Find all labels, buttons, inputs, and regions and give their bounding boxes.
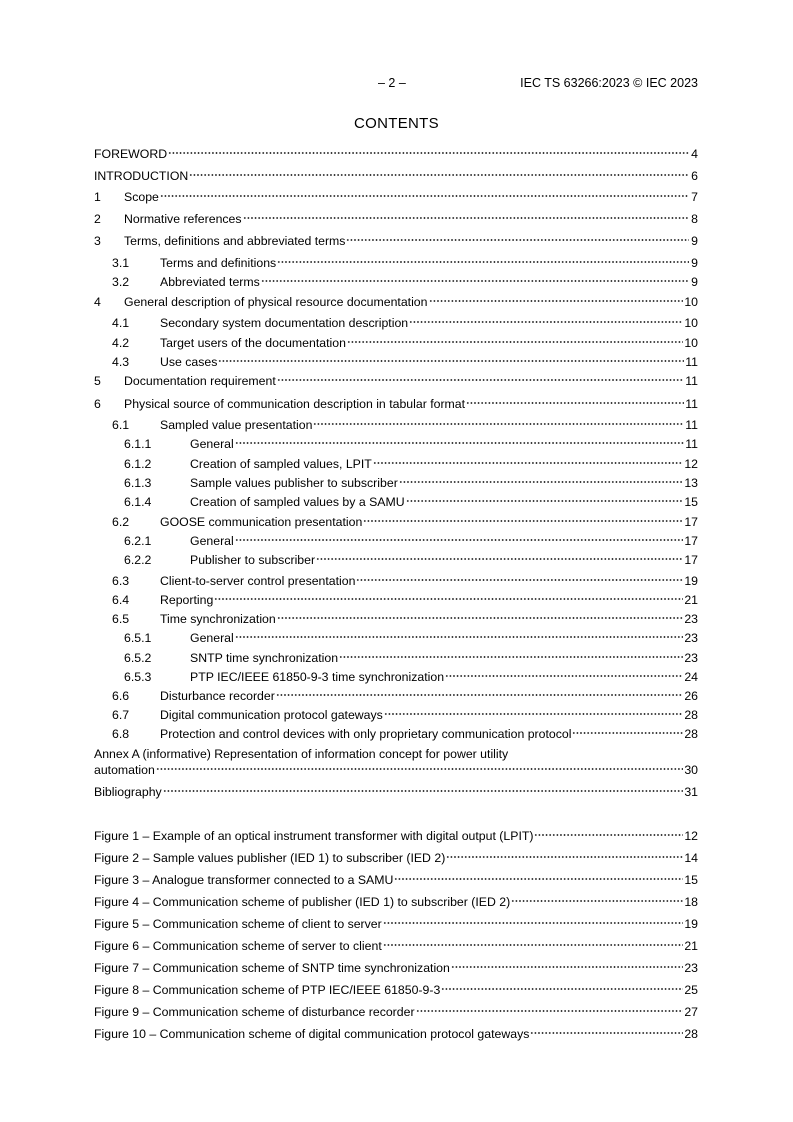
toc-entry[interactable] [94, 650, 698, 666]
toc-entry-text: Sampled value presentation [160, 418, 313, 432]
toc-entry[interactable] [94, 189, 698, 205]
toc-entry-text: Physical source of communication description in tabular format [124, 397, 466, 411]
toc-entry-text: Target users of the documentation [160, 336, 346, 350]
toc-entry-number: 6.5.1 [124, 631, 152, 645]
figure-entry-page: 25 [684, 983, 698, 997]
toc-entry-number: 6.5.2 [124, 651, 152, 665]
dot-leader [261, 279, 689, 283]
toc-entry[interactable] [94, 168, 698, 184]
page-title: CONTENTS [354, 115, 439, 132]
toc-entry-number: 6.1.4 [124, 495, 152, 509]
figure-entry[interactable] [94, 982, 698, 998]
dot-leader [346, 238, 689, 242]
toc-entry-text: Documentation requirement [124, 374, 276, 388]
figure-entry-text: Figure 8 – Communication scheme of PTP IEC/IEEE 61850-9-3 [94, 983, 441, 997]
toc-entry-number: 6.5 [112, 612, 130, 626]
dot-leader [406, 499, 684, 503]
figure-entry-page: 15 [684, 873, 698, 887]
dot-leader [394, 877, 683, 881]
toc-entry-text: Bibliography [94, 785, 162, 799]
dot-leader [277, 260, 689, 264]
dot-leader [316, 557, 683, 561]
page-number: – 2 – [378, 76, 406, 90]
dot-leader [235, 441, 684, 445]
toc-entry-number: 4.1 [112, 316, 130, 330]
figure-entry-text: Figure 3 – Analogue transformer connected to a SAMU [94, 873, 394, 887]
toc-entry[interactable] [94, 417, 698, 433]
dot-leader [572, 731, 683, 735]
toc-entry-text: automation [94, 763, 155, 777]
figure-entry[interactable] [94, 1026, 698, 1042]
toc-entry-number: 4.3 [112, 355, 130, 369]
toc-entry-text: Protection and control devices with only proprietary communication protocol [160, 727, 572, 741]
dot-leader [451, 965, 683, 969]
toc-entry-number: 6.2.2 [124, 553, 152, 567]
toc-entry-text: Terms, definitions and abbreviated terms [124, 234, 346, 248]
toc-entry[interactable] [94, 211, 698, 227]
toc-entry-number: 6.2.1 [124, 534, 152, 548]
toc-entry-page: 15 [684, 495, 698, 509]
dot-leader [160, 194, 689, 198]
toc-entry-page: 23 [684, 631, 698, 645]
document-reference: IEC TS 63266:2023 © IEC 2023 [520, 76, 698, 90]
toc-entry-number: 6.5.3 [124, 670, 152, 684]
toc-entry-text: Abbreviated terms [160, 275, 260, 289]
figure-entry[interactable] [94, 960, 698, 976]
toc-entry-page: 21 [684, 593, 698, 607]
toc-entry[interactable] [94, 396, 698, 412]
figure-entry-text: Figure 6 – Communication scheme of server to client [94, 939, 382, 953]
figure-entry-page: 21 [684, 939, 698, 953]
toc-entry-text: Sample values publisher to subscriber [190, 476, 398, 490]
figure-entry[interactable] [94, 872, 698, 888]
dot-leader [339, 655, 683, 659]
toc-entry-page: 13 [684, 476, 698, 490]
dot-leader [277, 616, 684, 620]
toc-entry-text: Digital communication protocol gateways [160, 708, 383, 722]
toc-entry[interactable] [94, 611, 698, 627]
toc-entry[interactable] [94, 315, 698, 331]
figure-entry-page: 28 [684, 1027, 698, 1041]
toc-entry-page: 7 [691, 190, 698, 204]
dot-leader [383, 921, 684, 925]
toc-entry[interactable] [94, 274, 698, 290]
toc-entry[interactable] [94, 592, 698, 608]
toc-entry-page: 17 [684, 534, 698, 548]
dot-leader [313, 422, 684, 426]
toc-entry-page: 26 [684, 689, 698, 703]
toc-entry[interactable] [94, 533, 698, 549]
dot-leader [218, 359, 684, 363]
figure-entry-page: 18 [684, 895, 698, 909]
toc-entry-number: 6.1.3 [124, 476, 152, 490]
toc-entry-text: SNTP time synchronization [190, 651, 339, 665]
toc-entry[interactable] [94, 573, 698, 589]
dot-leader [530, 1031, 683, 1035]
figure-entry-text: Figure 7 – Communication scheme of SNTP time synchronization [94, 961, 450, 975]
figure-entry-page: 23 [684, 961, 698, 975]
toc-entry-page: 10 [684, 316, 698, 330]
toc-entry-page: 19 [684, 574, 698, 588]
toc-entry-page: 31 [684, 785, 698, 799]
toc-entry-text: GOOSE communication presentation [160, 515, 363, 529]
dot-leader [384, 712, 683, 716]
figure-entry[interactable] [94, 1004, 698, 1020]
toc-entry-text: Reporting [160, 593, 214, 607]
toc-entry[interactable] [94, 707, 698, 723]
toc-entry-text: General [190, 631, 234, 645]
figure-entry-page: 19 [684, 917, 698, 931]
toc-entry-annex[interactable] [94, 762, 698, 778]
toc-entry-number: 6.8 [112, 727, 130, 741]
toc-entry[interactable] [94, 373, 698, 389]
toc-entry-page: 17 [684, 553, 698, 567]
toc-entry-number: 6.1 [112, 418, 130, 432]
figure-entry[interactable] [94, 828, 698, 844]
toc-entry-text: FOREWORD [94, 147, 168, 161]
figure-entry-page: 14 [684, 851, 698, 865]
toc-entry-number: 3 [94, 234, 101, 248]
toc-entry[interactable] [94, 669, 698, 685]
toc-entry-text: Publisher to subscriber [190, 553, 316, 567]
dot-leader [235, 635, 684, 639]
toc-entry-page: 12 [684, 457, 698, 471]
figure-entry-text: Figure 1 – Example of an optical instrument transformer with digital output (LPIT) [94, 829, 534, 843]
figure-entry-text: Figure 2 – Sample values publisher (IED 1) to subscriber (IED 2) [94, 851, 446, 865]
toc-entry-text: Client-to-server control presentation [160, 574, 356, 588]
toc-entry-number: 6.1.1 [124, 437, 152, 451]
dot-leader [189, 173, 689, 177]
dot-leader [363, 519, 683, 523]
toc-entry-page: 28 [684, 708, 698, 722]
toc-entry[interactable] [94, 255, 698, 271]
toc-entry-page: 11 [685, 437, 698, 451]
toc-entry-number: 6.7 [112, 708, 130, 722]
figure-entry-text: Figure 9 – Communication scheme of disturbance recorder [94, 1005, 415, 1019]
dot-leader [399, 480, 684, 484]
dot-leader [445, 674, 683, 678]
toc-entry-text: Secondary system documentation description [160, 316, 409, 330]
toc-entry[interactable] [94, 494, 698, 510]
toc-entry-page: 9 [691, 275, 698, 289]
dot-leader [416, 1009, 684, 1013]
toc-entry-number: 6 [94, 397, 101, 411]
dot-leader [356, 578, 683, 582]
toc-entry[interactable] [94, 514, 698, 530]
toc-entry-page: 9 [691, 256, 698, 270]
toc-entry[interactable] [94, 294, 698, 310]
toc-entry-page: 10 [684, 336, 698, 350]
dot-leader [466, 401, 684, 405]
toc-entry-number: 6.2 [112, 515, 130, 529]
dot-leader [243, 216, 689, 220]
toc-entry-page: 23 [684, 651, 698, 665]
dot-leader [156, 767, 683, 771]
toc-entry[interactable] [94, 233, 698, 249]
toc-entry[interactable] [94, 335, 698, 351]
toc-entry-page: 10 [684, 295, 698, 309]
dot-leader [235, 538, 684, 542]
toc-entry-page: 11 [685, 418, 698, 432]
toc-entry-page: 6 [691, 169, 698, 183]
figure-entry-text: Figure 4 – Communication scheme of publisher (IED 1) to subscriber (IED 2) [94, 895, 511, 909]
dot-leader [409, 320, 683, 324]
toc-entry[interactable] [94, 146, 698, 162]
toc-entry-number: 6.1.2 [124, 457, 152, 471]
dot-leader [534, 833, 683, 837]
toc-entry-number: 3.1 [112, 256, 130, 270]
figure-entry-page: 12 [684, 829, 698, 843]
toc-entry[interactable] [94, 726, 698, 742]
toc-entry-number: 6.6 [112, 689, 130, 703]
toc-entry-number: 2 [94, 212, 101, 226]
toc-entry-number: 3.2 [112, 275, 130, 289]
figure-entry[interactable] [94, 850, 698, 866]
dot-leader [511, 899, 683, 903]
toc-entry-page: 9 [691, 234, 698, 248]
toc-entry-page: 8 [691, 212, 698, 226]
toc-entry[interactable] [94, 552, 698, 568]
toc-entry-page: 23 [684, 612, 698, 626]
toc-entry-number: 4.2 [112, 336, 130, 350]
toc-entry-text: Disturbance recorder [160, 689, 275, 703]
toc-entry[interactable] [94, 456, 698, 472]
toc-entry-number: 6.4 [112, 593, 130, 607]
toc-entry-page: 11 [685, 355, 698, 369]
toc-entry-page: 28 [684, 727, 698, 741]
toc-entry-number: 5 [94, 374, 101, 388]
dot-leader [429, 299, 684, 303]
dot-leader [168, 151, 689, 155]
toc-entry-text: Time synchronization [160, 612, 276, 626]
dot-leader [163, 789, 684, 793]
toc-entry-page: 30 [684, 763, 698, 777]
toc-entry[interactable] [94, 688, 698, 704]
dot-leader [347, 340, 683, 344]
figure-entry[interactable] [94, 916, 698, 932]
toc-entry-text: Creation of sampled values, LPIT [190, 457, 372, 471]
toc-entry-page: 24 [684, 670, 698, 684]
toc-entry-text: Creation of sampled values by a SAMU [190, 495, 405, 509]
toc-entry-number: 4 [94, 295, 101, 309]
toc-entry-text: Scope [124, 190, 159, 204]
page-header [94, 76, 698, 92]
toc-entry-text: General [190, 437, 234, 451]
toc-entry-text: General description of physical resource documentation [124, 295, 428, 309]
toc-entry-number: 6.3 [112, 574, 130, 588]
dot-leader [446, 855, 683, 859]
toc-entry-text: Normative references [124, 212, 242, 226]
toc-entry-text: INTRODUCTION [94, 169, 189, 183]
figure-entry[interactable] [94, 894, 698, 910]
toc-entry-text: PTP IEC/IEEE 61850-9-3 time synchronization [190, 670, 445, 684]
figure-entry[interactable] [94, 938, 698, 954]
toc-entry-page: 4 [691, 147, 698, 161]
toc-entry-text: Terms and definitions [160, 256, 277, 270]
figure-entry-text: Figure 5 – Communication scheme of client to server [94, 917, 382, 931]
dot-leader [441, 987, 683, 991]
toc-annex-title[interactable]: Annex A (informative) Representation of information concept for power utility [94, 747, 509, 761]
figure-entry-text: Figure 10 – Communication scheme of digital communication protocol gateways [94, 1027, 530, 1041]
toc-entry-text: Use cases [160, 355, 218, 369]
toc-entry[interactable] [94, 354, 698, 370]
dot-leader [383, 943, 684, 947]
toc-entry-page: 11 [685, 374, 698, 388]
dot-leader [214, 597, 683, 601]
toc-entry-bibliography[interactable] [94, 784, 698, 800]
dot-leader [276, 693, 683, 697]
toc-entry-text: General [190, 534, 234, 548]
toc-entry[interactable] [94, 475, 698, 491]
toc-entry-page: 11 [685, 397, 698, 411]
toc-entry[interactable] [94, 436, 698, 452]
toc-entry[interactable] [94, 630, 698, 646]
dot-leader [277, 378, 684, 382]
figure-entry-page: 27 [684, 1005, 698, 1019]
toc-entry-number: 1 [94, 190, 101, 204]
dot-leader [373, 461, 684, 465]
toc-entry-page: 17 [684, 515, 698, 529]
